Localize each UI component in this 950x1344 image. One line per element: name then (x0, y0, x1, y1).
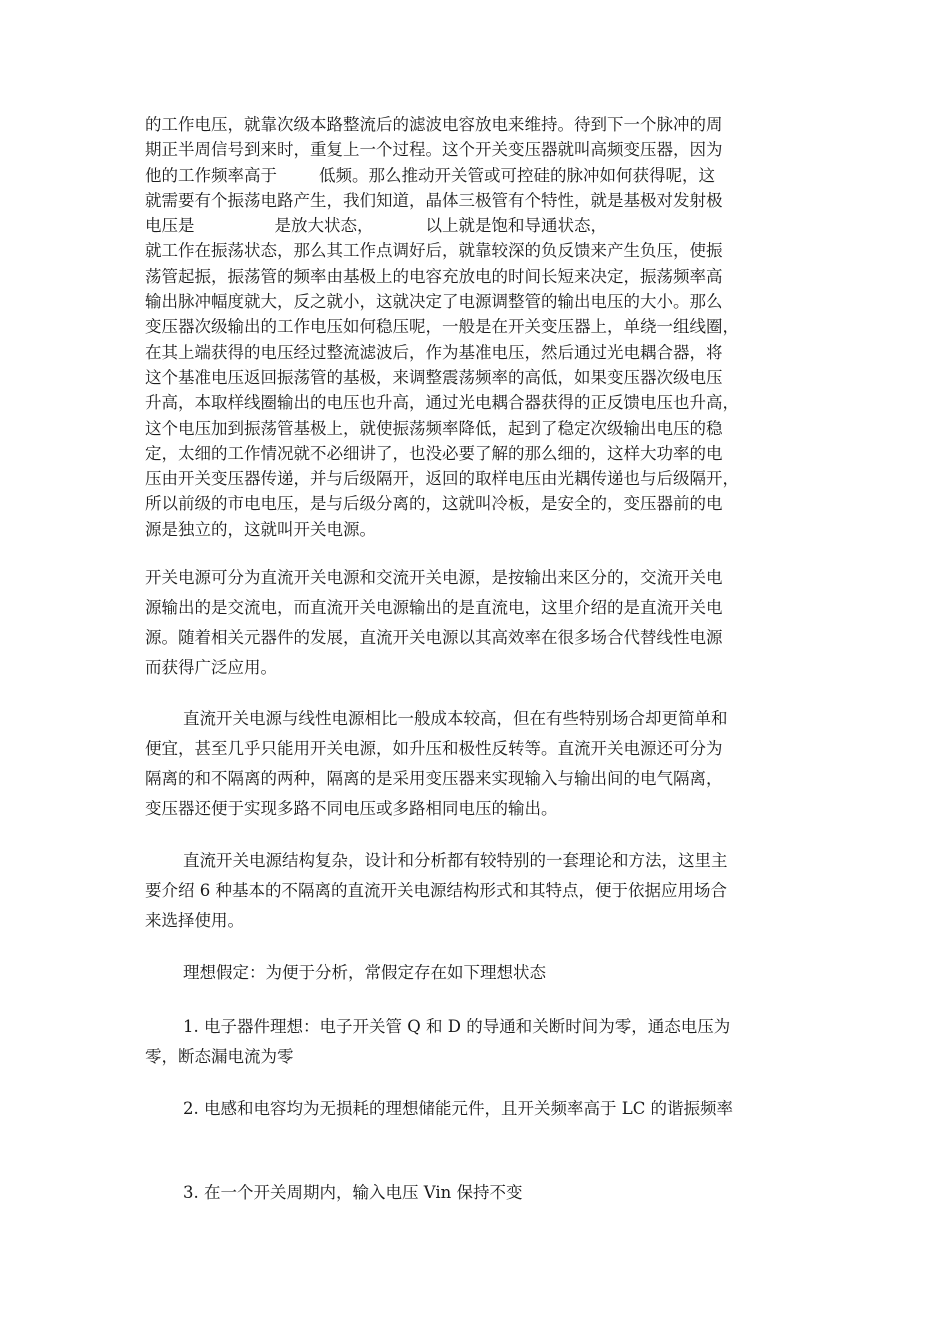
text-line: 源输出的是交流电，而直流开关电源输出的是直流电，这里介绍的是直流开关电 (145, 598, 723, 617)
text-line: 1. 电子器件理想：电子开关管 Q 和 D 的导通和关断时间为零，通态电压为 (183, 1017, 731, 1036)
text-line: 所以前级的市电电压，是与后级分离的，这就叫冷板，是安全的，变压器前的电 (145, 494, 723, 514)
list-item-1 (145, 1012, 813, 1072)
paragraph-switching-types (145, 563, 813, 683)
text-fragment: 低频。那么推动开关管或可控硅的脉冲如何获得呢，这 (319, 165, 715, 185)
text-line: 升高，本取样线圈输出的电压也升高，通过光电耦合器获得的正反馈电压也升高， (145, 393, 739, 413)
text-line: 在其上端获得的电压经过整流滤波后，作为基准电压，然后通过光电耦合器，将 (145, 342, 723, 362)
text-line: 便宜，甚至几乎只能用开关电源，如升压和极性反转等。直流开关电源还可分为 (145, 739, 723, 758)
text-line: 变压器次级输出的工作电压如何稳压呢，一般是在开关变压器上，单绕一组线圈， (145, 317, 739, 337)
text-line: 输出脉冲幅度就大，反之就小，这就决定了电源调整管的输出电压的大小。那么 (145, 292, 723, 312)
text-line: 这个基准电压返回振荡管的基极，来调整震荡频率的高低，如果变压器次级电压 (145, 367, 723, 387)
paragraph-assumptions (145, 958, 813, 988)
text-line: 3. 在一个开关周期内，输入电压 Vin 保持不变 (183, 1183, 523, 1202)
text-line (145, 213, 813, 238)
text-line: 来选择使用。 (145, 911, 244, 930)
text-line: 隔离的和不隔离的两种，隔离的是采用变压器来实现输入与输出间的电气隔离， (145, 769, 723, 788)
text-line: 直流开关电源结构复杂，设计和分析都有较特别的一套理论和方法，这里主 (183, 851, 728, 870)
text-line: 这个电压加到振荡管基极上，就使振荡频率降低，起到了稳定次级输出电压的稳 (145, 418, 723, 438)
paragraph-dc-vs-linear (145, 704, 813, 824)
list-item-2 (145, 1094, 813, 1124)
text-line: 定，太细的工作情况就不必细讲了，也没必要了解的那么细的，这样大功率的电 (145, 443, 723, 463)
text-line: 源是独立的，这就叫开关电源。 (145, 519, 376, 539)
text-fragment: 电压是 (145, 216, 195, 236)
text-line: 变压器还便于实现多路不同电压或多路相同电压的输出。 (145, 799, 558, 818)
text-line: 直流开关电源与线性电源相比一般成本较高，但在有些特别场合却更简单和 (183, 709, 728, 728)
text-line: 开关电源可分为直流开关电源和交流开关电源，是按输出来区分的，交流开关电 (145, 568, 723, 587)
text-line: 就需要有个振荡电路产生，我们知道，晶体三极管有个特性，就是基极对发射极 (145, 190, 723, 210)
text-line: 的工作电压，就靠次级本路整流后的滤波电容放电来维持。待到下一个脉冲的周 (145, 115, 723, 134)
text-line: 压由开关变压器传递，并与后级隔开，返回的取样电压由光耦传递也与后级隔开， (145, 469, 739, 489)
list-item-3 (145, 1178, 813, 1208)
text-fragment: 他的工作频率高于 (145, 165, 277, 185)
text-line: 理想假定：为便于分析，常假定存在如下理想状态 (183, 963, 546, 982)
text-line: 而获得广泛应用。 (145, 658, 277, 677)
text-line: 荡管起振，振荡管的频率由基极上的电容充放电的时间长短来决定，振荡频率高 (145, 266, 723, 286)
text-line (145, 163, 813, 188)
dense-paragraph (145, 112, 813, 542)
text-line: 2. 电感和电容均为无损耗的理想储能元件，且开关频率高于 LC 的谐振频率 (183, 1099, 734, 1118)
text-line: 就工作在振荡状态，那么其工作点调好后，就靠较深的负反馈来产生负压，使振 (145, 241, 723, 261)
text-fragment: 是放大状态， (274, 216, 374, 236)
text-line: 源。随着相关元器件的发展，直流开关电源以其高效率在很多场合代替线性电源 (145, 628, 723, 647)
paragraph-structure (145, 846, 813, 936)
text-line: 零，断态漏电流为零 (145, 1047, 294, 1066)
text-fragment: 以上就是饱和导通状态， (425, 216, 607, 236)
text-line: 要介绍 6 种基本的不隔离的直流开关电源结构形式和其特点，便于依据应用场合 (145, 881, 727, 900)
text-line: 期正半周信号到来时，重复上一个过程。这个开关变压器就叫高频变压器，因为 (145, 140, 723, 160)
